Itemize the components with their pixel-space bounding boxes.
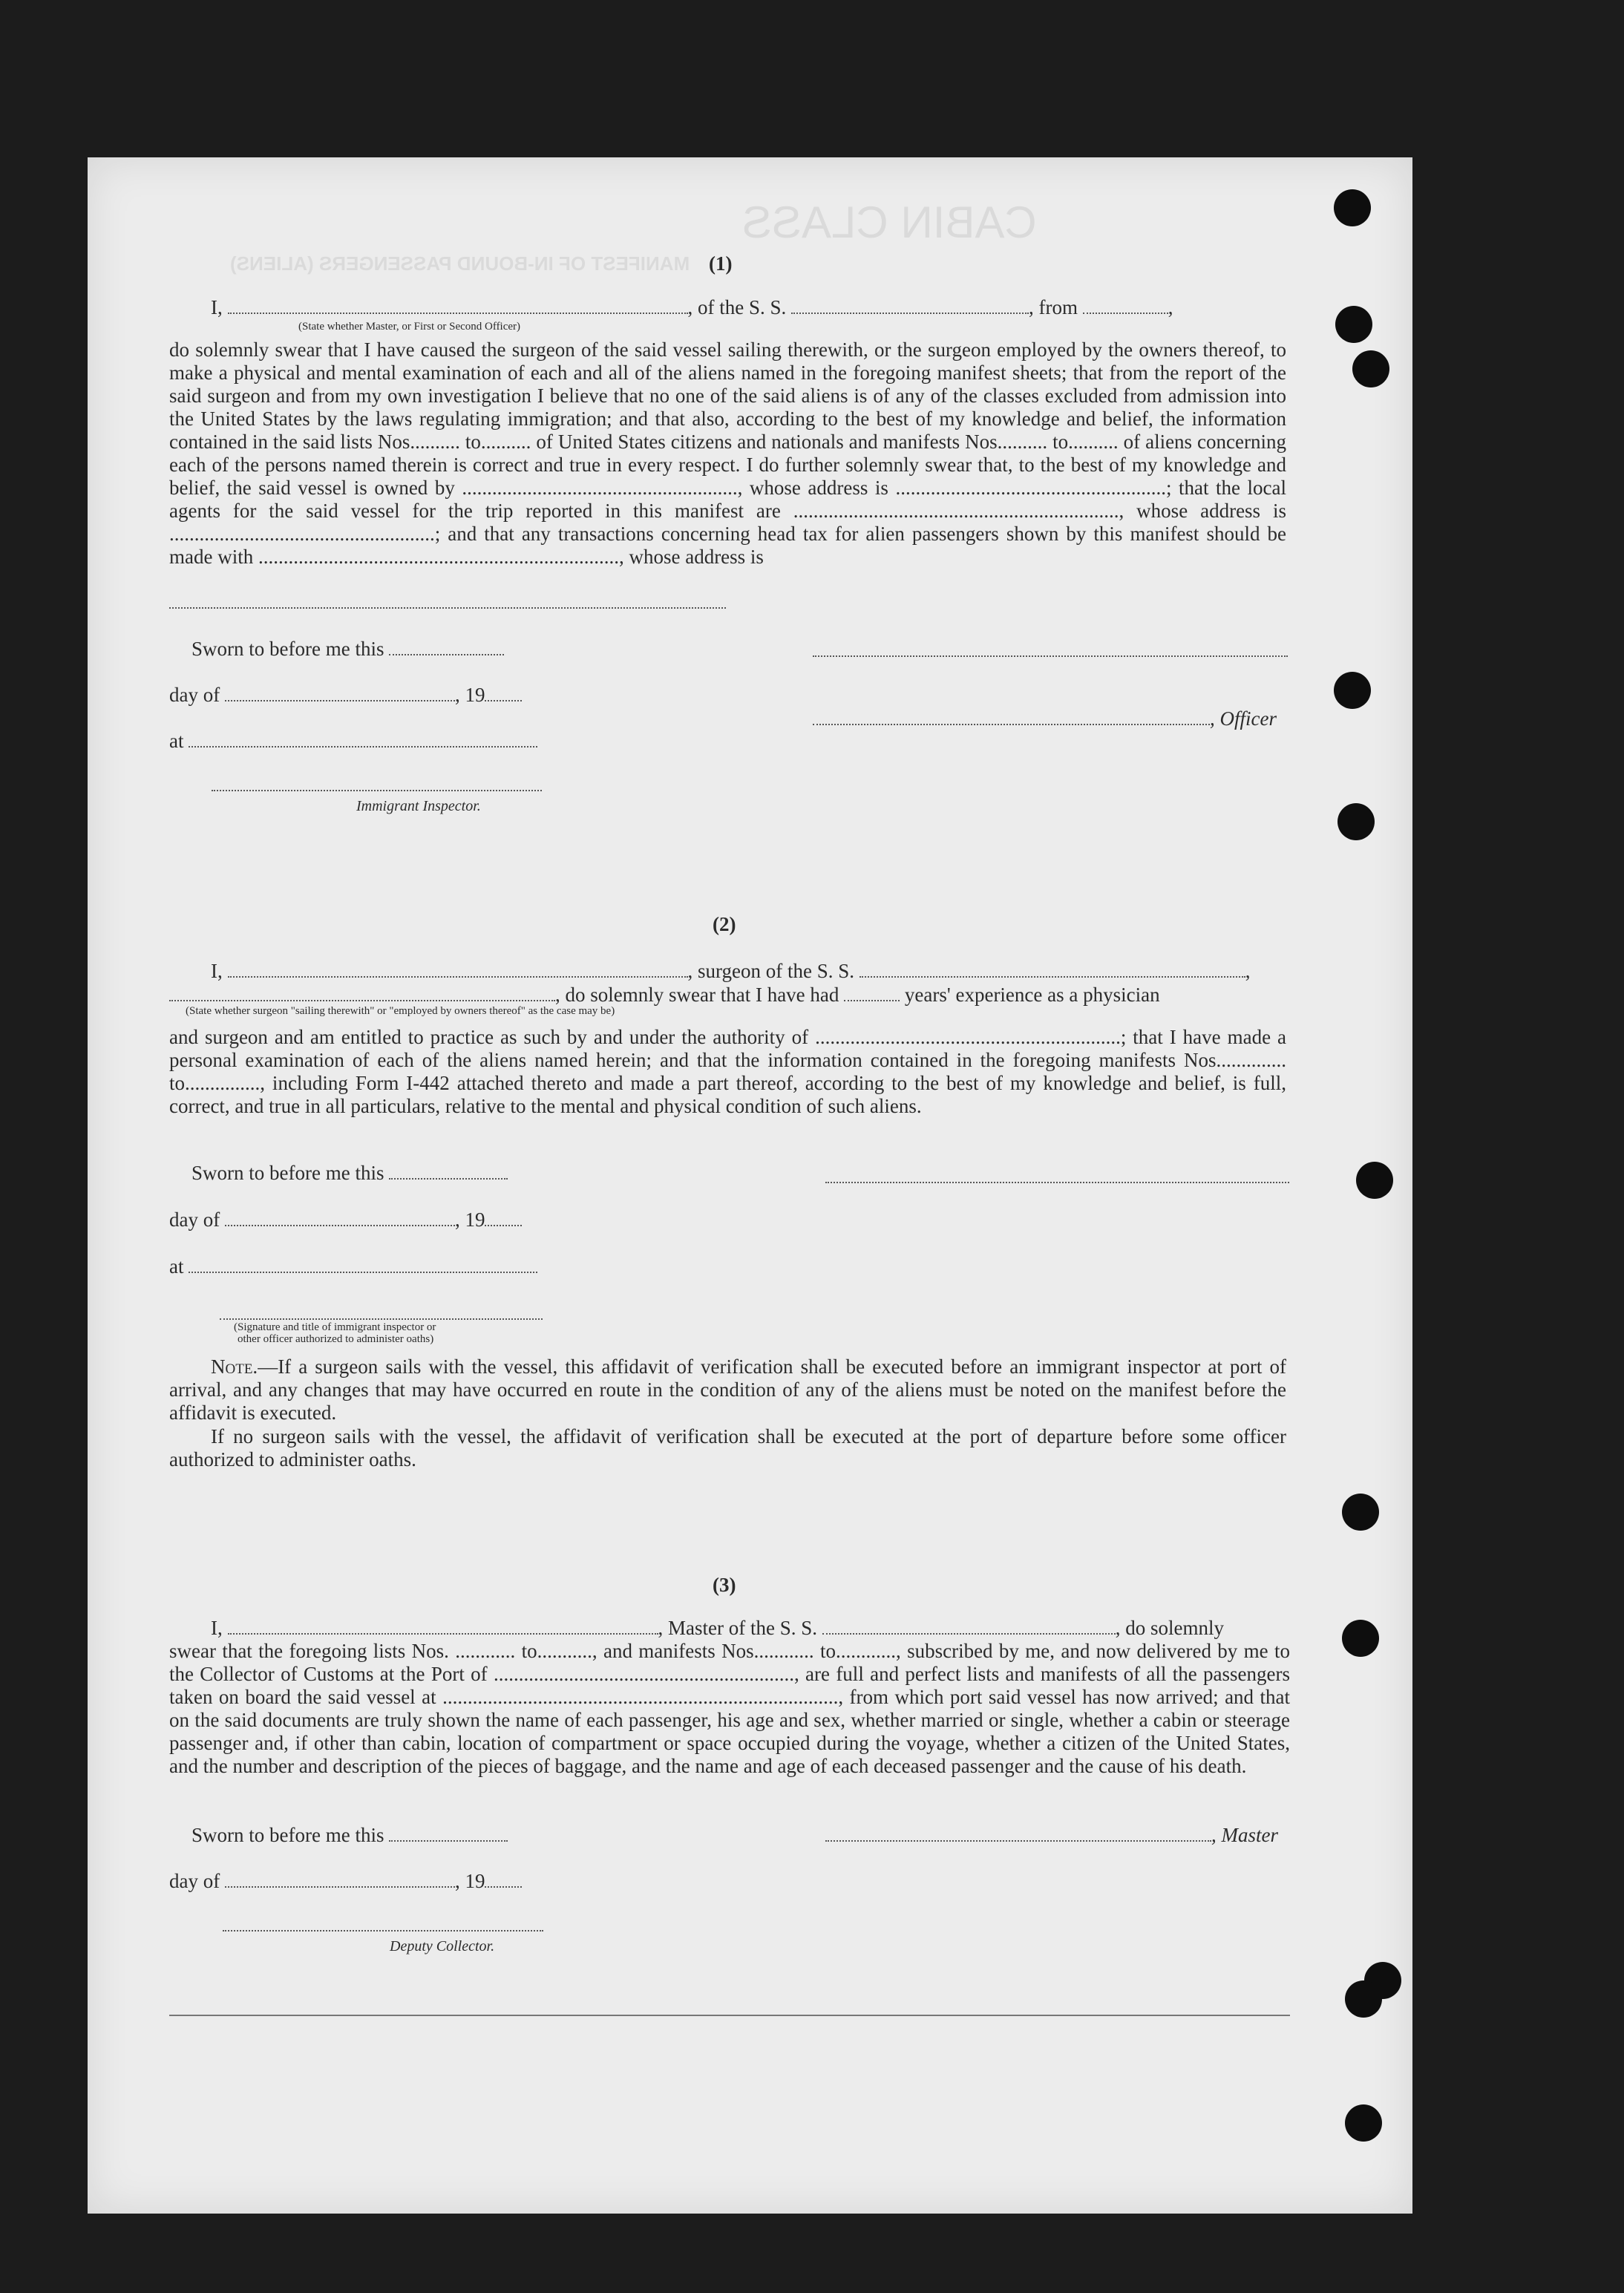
section-1-number: (1) <box>709 252 733 275</box>
punch-hole <box>1342 1494 1379 1531</box>
punch-hole <box>1345 2104 1382 2142</box>
section-3-paragraph: swear that the foregoing lists Nos. ............ to..........., and manifests Nos............ to............, subscribed by me, and now delivered by me to the Collector of Customs at the Port of ............................................................, are full and perfect lists and manifests of all the passengers taken on board the said vessel at ..............................................................................., from which port said vessel has now arrived; and that on the said documents are truly shown the name of each passenger, his age and sex, whether married or single, whether a cabin or steerage passenger and, if other than cabin, location of compartment or space occupied during the voyage, whether a citizen of the United States, and the number and description of the pieces of baggage, and the name and age of each deceased passenger and the cause of his death. <box>169 1640 1290 1777</box>
bleed-through-subtitle: MANIFEST OF IN-BOUND PASSENGERS (ALIENS) <box>230 252 690 275</box>
section-1-paragraph: do solemnly swear that I have caused the surgeon of the said vessel sailing therewith, or the surgeon employed by the owners thereof, to make a physical and mental examination of each and all of the aliens named in the foregoing manifest sheets; that from the report of the said surgeon and from my own investigation I believe that no one of the said aliens is of any of the classes excluded from admission into the United States by the laws regulating immigration; and that also, according to the best of my knowledge and belief, the information contained in the said lists Nos.......... to.......... of United States citizens and nationals and manifests Nos.......... to.......... of aliens concerning each of the persons named therein is correct and true in every respect. I do further solemnly swear that, to the best of my knowledge and belief, the said vessel is owned by ......................................................., whose address is ......................................................; that the local agents for the said vessel for the trip reported in this manifest are ................................................................., whose address is .....................................................; and that any transactions concerning head tax for alien passengers shown by this manifest should be made with ........................................................................, whose address is <box>169 338 1286 568</box>
section-2-note-paragraph-2: If no surgeon sails with the vessel, the affidavit of verification shall be executed at the port of departure before some officer authorized to administer oaths. <box>169 1425 1286 1471</box>
section-1-day-of: day of , 19 <box>169 683 522 707</box>
section-2-line1: I, , surgeon of the S. S. , <box>211 960 1251 982</box>
section-2-sig-note-1: (Signature and title of immigrant inspector or <box>234 1321 436 1333</box>
section-2-note-paragraph: Note.—If a surgeon sails with the vessel, this affidavit of verification shall be executed before an immigrant inspector at port of arrival, and any changes that may have occurred en route in the condition of any of the aliens must be noted on the manifest before the affidavit is executed. <box>169 1355 1286 1424</box>
officer-line-2: , Officer <box>813 707 1277 730</box>
punch-hole <box>1342 1620 1379 1657</box>
punch-hole <box>1335 306 1372 343</box>
section-1-sworn: Sworn to before me this <box>191 637 504 661</box>
punch-hole <box>1345 1980 1382 2018</box>
section-2-sworn: Sworn to before me this <box>191 1161 508 1185</box>
section-3-day-of: day of , 19 <box>169 1869 522 1893</box>
punch-hole <box>1334 189 1371 226</box>
collector-signature-line <box>223 1930 543 1931</box>
section-1-at: at <box>169 729 537 753</box>
section-2-number: (2) <box>713 913 736 935</box>
section-2-paragraph: and surgeon and am entitled to practice as such by and under the authority of .............................................................; that I have made a personal examination of each of the aliens named herein; and that the information contained in the foregoing manifests Nos.............. to..............., including Form I-442 attached thereto and made a part thereof, according to the best of my knowledge and belief, is full, correct, and true in all particulars, relative to the mental and physical condition of such aliens. <box>169 1026 1286 1117</box>
inspector-title: Immigrant Inspector. <box>356 798 481 814</box>
section-2-inspector-line <box>220 1318 543 1320</box>
punch-hole <box>1334 672 1371 709</box>
section-2-line2: , do solemnly swear that I have had years' experience as a physician <box>169 983 1160 1007</box>
section-2-at: at <box>169 1255 537 1278</box>
officer-line-1 <box>813 655 1288 657</box>
collector-title: Deputy Collector. <box>390 1938 495 1955</box>
section-2-day-of: day of , 19 <box>169 1208 522 1231</box>
punch-hole <box>1356 1162 1393 1199</box>
bottom-rule <box>169 2015 1290 2016</box>
punch-hole <box>1337 803 1375 840</box>
section-3-number: (3) <box>713 1574 736 1596</box>
section-2-note: (State whether surgeon "sailing therewith" or "employed by owners thereof" as the case may be) <box>186 1005 615 1017</box>
section-3-sworn: Sworn to before me this <box>191 1823 508 1847</box>
section-1-line1: I, , of the S. S. , from , <box>211 296 1173 318</box>
inspector-signature-line <box>212 790 542 791</box>
section-1-continuation-line <box>169 607 726 609</box>
surgeon-signature-line <box>825 1182 1289 1183</box>
bleed-through-title: CABIN CLASS <box>742 197 1037 247</box>
section-2-sig-note-2: other officer authorized to administer oaths) <box>238 1333 434 1345</box>
master-signature-line: , Master <box>825 1823 1278 1847</box>
punch-hole <box>1352 350 1389 387</box>
section-1-note: (State whether Master, or First or Second Officer) <box>298 321 521 333</box>
section-3-line1: I, , Master of the S. S. , do solemnly <box>211 1617 1224 1639</box>
